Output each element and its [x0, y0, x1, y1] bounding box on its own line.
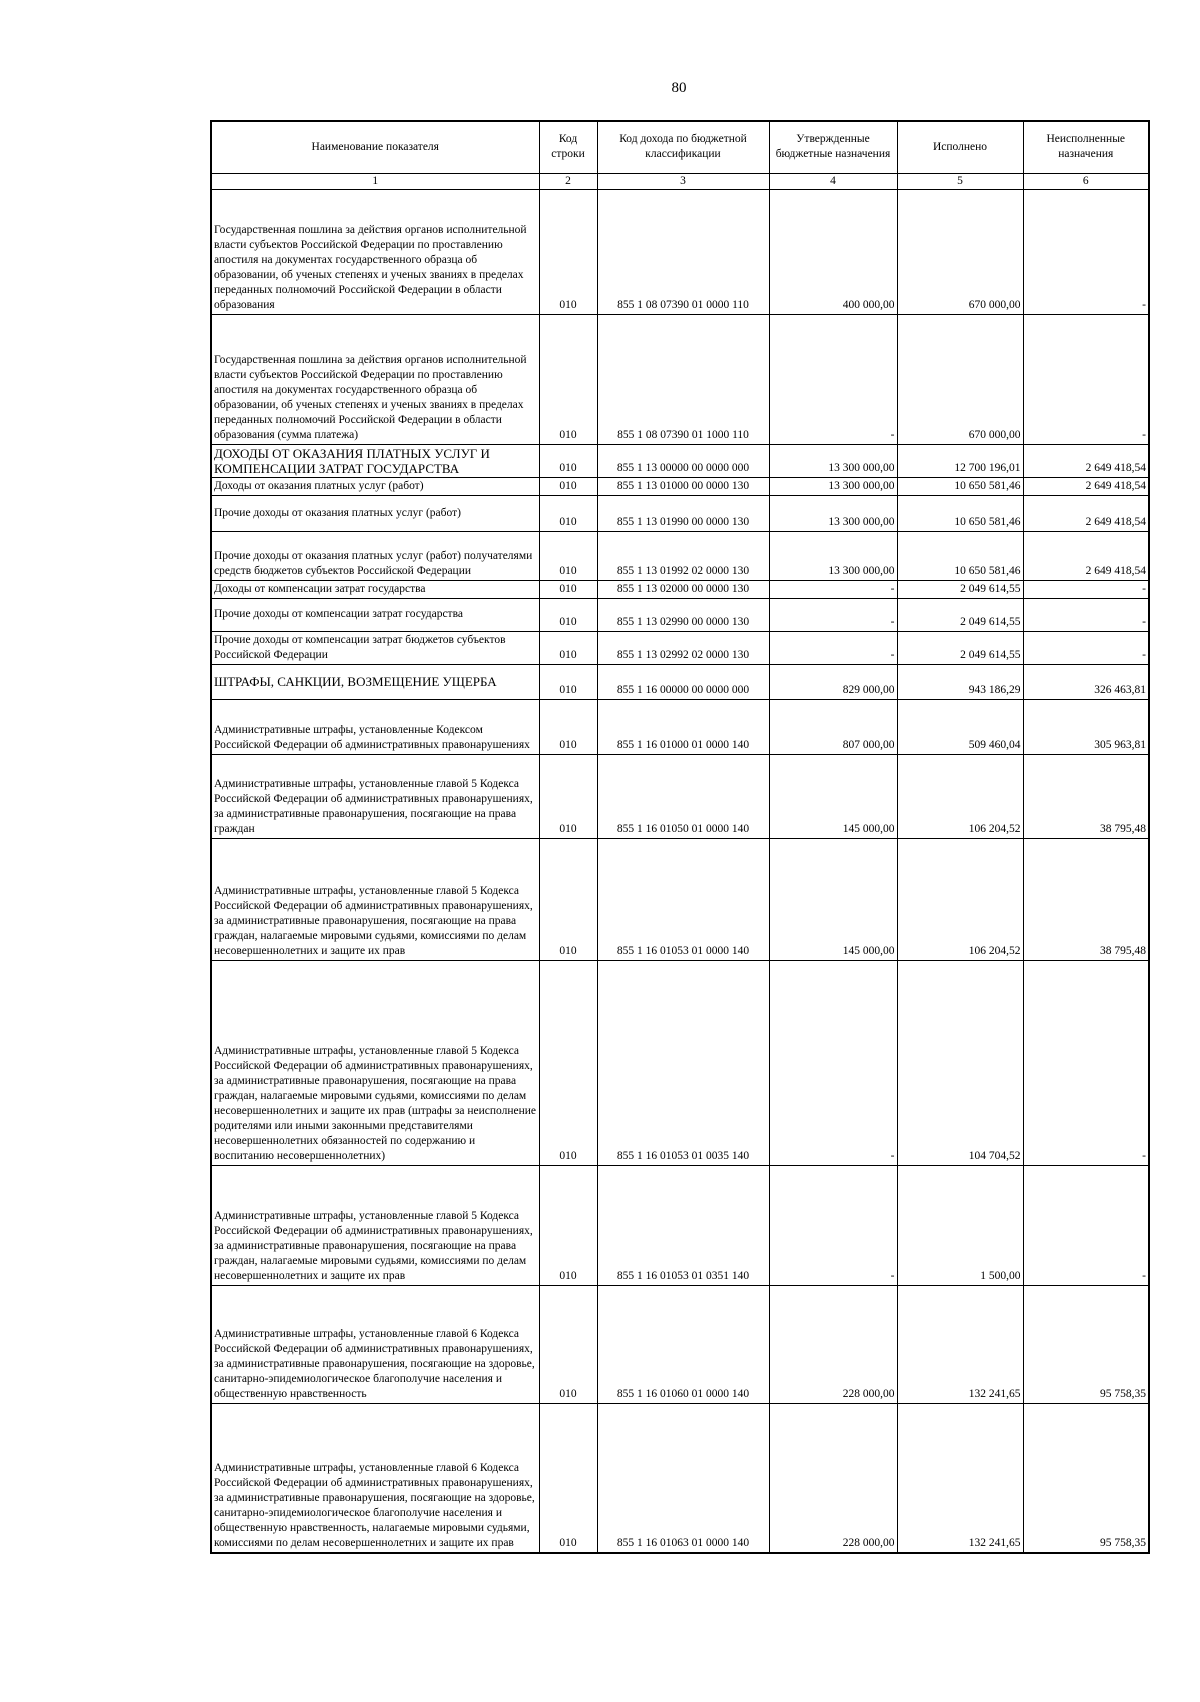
row-classification: 855 1 13 02992 02 0000 130	[597, 631, 769, 664]
row-unexecuted: -	[1023, 1165, 1149, 1285]
row-code: 010	[539, 495, 597, 531]
header-row-code: Код строки	[539, 121, 597, 173]
row-classification: 855 1 08 07390 01 1000 110	[597, 314, 769, 444]
table-row	[211, 838, 1149, 960]
row-executed: 2 049 614,55	[897, 631, 1023, 664]
row-unexecuted: -	[1023, 314, 1149, 444]
row-unexecuted: 38 795,48	[1023, 838, 1149, 960]
column-number-row	[211, 173, 1149, 189]
row-classification: 855 1 13 01000 00 0000 130	[597, 477, 769, 495]
row-approved: 807 000,00	[769, 699, 897, 754]
table-row	[211, 1285, 1149, 1403]
row-executed: 670 000,00	[897, 189, 1023, 314]
page-number: 80	[671, 80, 687, 96]
row-unexecuted: -	[1023, 598, 1149, 631]
row-approved: -	[769, 960, 897, 1165]
row-executed: 10 650 581,46	[897, 477, 1023, 495]
header-executed: Исполнено	[897, 121, 1023, 173]
row-classification: 855 1 13 01990 00 0000 130	[597, 495, 769, 531]
row-name: Государственная пошлина за действия органов исполнительной власти субъектов Российской Федерации по проставлению апостиля на документах государственного образца об образовании, об ученых степенях и ученых званиях в пределах переданных полномочий Российской Федерации в области образования	[211, 189, 539, 314]
row-name: Административные штрафы, установленные главой 5 Кодекса Российской Федерации об административных правонарушениях, за административные правонарушения, посягающие на права граждан, налагаемые мировыми судьями, комиссиями по делам несовершеннолетних и защите их прав	[211, 1165, 539, 1285]
table-row	[211, 495, 1149, 531]
row-classification: 855 1 13 00000 00 0000 000	[597, 444, 769, 477]
row-executed: 132 241,65	[897, 1403, 1023, 1553]
row-classification: 855 1 16 01053 01 0351 140	[597, 1165, 769, 1285]
column-number: 5	[897, 173, 1023, 189]
row-approved: 13 300 000,00	[769, 495, 897, 531]
row-approved: 13 300 000,00	[769, 477, 897, 495]
row-name: ШТРАФЫ, САНКЦИИ, ВОЗМЕЩЕНИЕ УЩЕРБА	[211, 664, 539, 699]
row-code: 010	[539, 664, 597, 699]
row-approved: 13 300 000,00	[769, 531, 897, 580]
column-number: 6	[1023, 173, 1149, 189]
row-approved: 829 000,00	[769, 664, 897, 699]
row-approved: -	[769, 1165, 897, 1285]
table-row	[211, 754, 1149, 838]
table-row	[211, 598, 1149, 631]
row-executed: 2 049 614,55	[897, 580, 1023, 598]
row-approved: 13 300 000,00	[769, 444, 897, 477]
row-name: Прочие доходы от оказания платных услуг (работ) получателями средств бюджетов субъектов Российской Федерации	[211, 531, 539, 580]
row-code: 010	[539, 189, 597, 314]
table-row	[211, 189, 1149, 314]
row-executed: 670 000,00	[897, 314, 1023, 444]
row-unexecuted: -	[1023, 580, 1149, 598]
row-unexecuted: 326 463,81	[1023, 664, 1149, 699]
row-name: Административные штрафы, установленные главой 5 Кодекса Российской Федерации об административных правонарушениях, за административные правонарушения, посягающие на права граждан	[211, 754, 539, 838]
row-classification: 855 1 13 02990 00 0000 130	[597, 598, 769, 631]
header-row	[211, 121, 1149, 173]
row-approved: 228 000,00	[769, 1285, 897, 1403]
row-unexecuted: 2 649 418,54	[1023, 495, 1149, 531]
row-name: Административные штрафы, установленные главой 5 Кодекса Российской Федерации об административных правонарушениях, за административные правонарушения, посягающие на права граждан, налагаемые мировыми судьями, комиссиями по делам несовершеннолетних и защите их прав	[211, 838, 539, 960]
row-name: Административные штрафы, установленные Кодексом Российской Федерации об административных правонарушениях	[211, 699, 539, 754]
table-row	[211, 580, 1149, 598]
row-classification: 855 1 16 01050 01 0000 140	[597, 754, 769, 838]
row-classification: 855 1 16 01000 01 0000 140	[597, 699, 769, 754]
row-executed: 12 700 196,01	[897, 444, 1023, 477]
table-row	[211, 477, 1149, 495]
row-unexecuted: 2 649 418,54	[1023, 444, 1149, 477]
row-executed: 104 704,52	[897, 960, 1023, 1165]
table-row	[211, 314, 1149, 444]
row-unexecuted: -	[1023, 631, 1149, 664]
row-classification: 855 1 16 00000 00 0000 000	[597, 664, 769, 699]
row-classification: 855 1 08 07390 01 0000 110	[597, 189, 769, 314]
row-name: Доходы от оказания платных услуг (работ)	[211, 477, 539, 495]
table-row	[211, 664, 1149, 699]
row-unexecuted: -	[1023, 960, 1149, 1165]
row-code: 010	[539, 444, 597, 477]
row-code: 010	[539, 754, 597, 838]
row-classification: 855 1 13 01992 02 0000 130	[597, 531, 769, 580]
row-classification: 855 1 16 01060 01 0000 140	[597, 1285, 769, 1403]
table-row	[211, 531, 1149, 580]
header-approved: Утвержденные бюджетные назначения	[769, 121, 897, 173]
row-approved: -	[769, 580, 897, 598]
row-executed: 10 650 581,46	[897, 495, 1023, 531]
row-unexecuted: 38 795,48	[1023, 754, 1149, 838]
table-row	[211, 631, 1149, 664]
column-number: 1	[211, 173, 539, 189]
row-unexecuted: 2 649 418,54	[1023, 477, 1149, 495]
header-budget-classification: Код дохода по бюджетной классификации	[597, 121, 769, 173]
row-approved: -	[769, 631, 897, 664]
row-name: Прочие доходы от оказания платных услуг (работ)	[211, 495, 539, 531]
row-name: Административные штрафы, установленные главой 5 Кодекса Российской Федерации об административных правонарушениях, за административные правонарушения, посягающие на права граждан, налагаемые мировыми судьями, комиссиями по делам несовершеннолетних и защите их прав (штрафы за неисполнение родителями или иными законными представителями несовершеннолетних обязанностей по содержанию и воспитанию несовершеннолетних)	[211, 960, 539, 1165]
row-code: 010	[539, 699, 597, 754]
row-code: 010	[539, 960, 597, 1165]
row-executed: 943 186,29	[897, 664, 1023, 699]
header-indicator-name: Наименование показателя	[211, 121, 539, 173]
row-code: 010	[539, 314, 597, 444]
row-classification: 855 1 16 01053 01 0035 140	[597, 960, 769, 1165]
row-code: 010	[539, 598, 597, 631]
row-code: 010	[539, 580, 597, 598]
row-classification: 855 1 13 02000 00 0000 130	[597, 580, 769, 598]
row-name: Доходы от компенсации затрат государства	[211, 580, 539, 598]
row-code: 010	[539, 531, 597, 580]
row-unexecuted: 2 649 418,54	[1023, 531, 1149, 580]
row-approved: -	[769, 598, 897, 631]
row-name: Государственная пошлина за действия органов исполнительной власти субъектов Российской Федерации по проставлению апостиля на документах государственного образца об образовании, об ученых степенях и ученых званиях в пределах переданных полномочий Российской Федерации в области образования (сумма платежа)	[211, 314, 539, 444]
row-name: ДОХОДЫ ОТ ОКАЗАНИЯ ПЛАТНЫХ УСЛУГ И КОМПЕНСАЦИИ ЗАТРАТ ГОСУДАРСТВА	[211, 444, 539, 477]
row-name: Административные штрафы, установленные главой 6 Кодекса Российской Федерации об административных правонарушениях, за административные правонарушения, посягающие на здоровье, санитарно-эпидемиологическое благополучие населения и общественную нравственность	[211, 1285, 539, 1403]
budget-income-table	[210, 120, 1150, 1554]
row-code: 010	[539, 838, 597, 960]
row-executed: 1 500,00	[897, 1165, 1023, 1285]
row-executed: 106 204,52	[897, 754, 1023, 838]
row-executed: 2 049 614,55	[897, 598, 1023, 631]
row-code: 010	[539, 1285, 597, 1403]
table-row	[211, 1403, 1149, 1553]
row-executed: 509 460,04	[897, 699, 1023, 754]
row-unexecuted: 95 758,35	[1023, 1403, 1149, 1553]
column-number: 3	[597, 173, 769, 189]
header-unexecuted: Неисполненные назначения	[1023, 121, 1149, 173]
row-name: Прочие доходы от компенсации затрат государства	[211, 598, 539, 631]
row-code: 010	[539, 477, 597, 495]
row-unexecuted: -	[1023, 189, 1149, 314]
column-number: 4	[769, 173, 897, 189]
row-executed: 10 650 581,46	[897, 531, 1023, 580]
row-code: 010	[539, 1165, 597, 1285]
row-approved: 145 000,00	[769, 838, 897, 960]
table-row	[211, 699, 1149, 754]
row-executed: 106 204,52	[897, 838, 1023, 960]
column-number: 2	[539, 173, 597, 189]
row-name: Прочие доходы от компенсации затрат бюджетов субъектов Российской Федерации	[211, 631, 539, 664]
row-unexecuted: 95 758,35	[1023, 1285, 1149, 1403]
row-approved: 400 000,00	[769, 189, 897, 314]
row-classification: 855 1 16 01063 01 0000 140	[597, 1403, 769, 1553]
row-classification: 855 1 16 01053 01 0000 140	[597, 838, 769, 960]
table-row	[211, 1165, 1149, 1285]
row-code: 010	[539, 1403, 597, 1553]
table-row	[211, 444, 1149, 477]
row-unexecuted: 305 963,81	[1023, 699, 1149, 754]
table-row	[211, 960, 1149, 1165]
row-executed: 132 241,65	[897, 1285, 1023, 1403]
row-approved: 228 000,00	[769, 1403, 897, 1553]
row-code: 010	[539, 631, 597, 664]
row-approved: -	[769, 314, 897, 444]
row-approved: 145 000,00	[769, 754, 897, 838]
row-name: Административные штрафы, установленные главой 6 Кодекса Российской Федерации об административных правонарушениях, за административные правонарушения, посягающие на здоровье, санитарно-эпидемиологическое благополучие населения и общественную нравственность, налагаемые мировыми судьями, комиссиями по делам несовершеннолетних и защите их прав	[211, 1403, 539, 1553]
